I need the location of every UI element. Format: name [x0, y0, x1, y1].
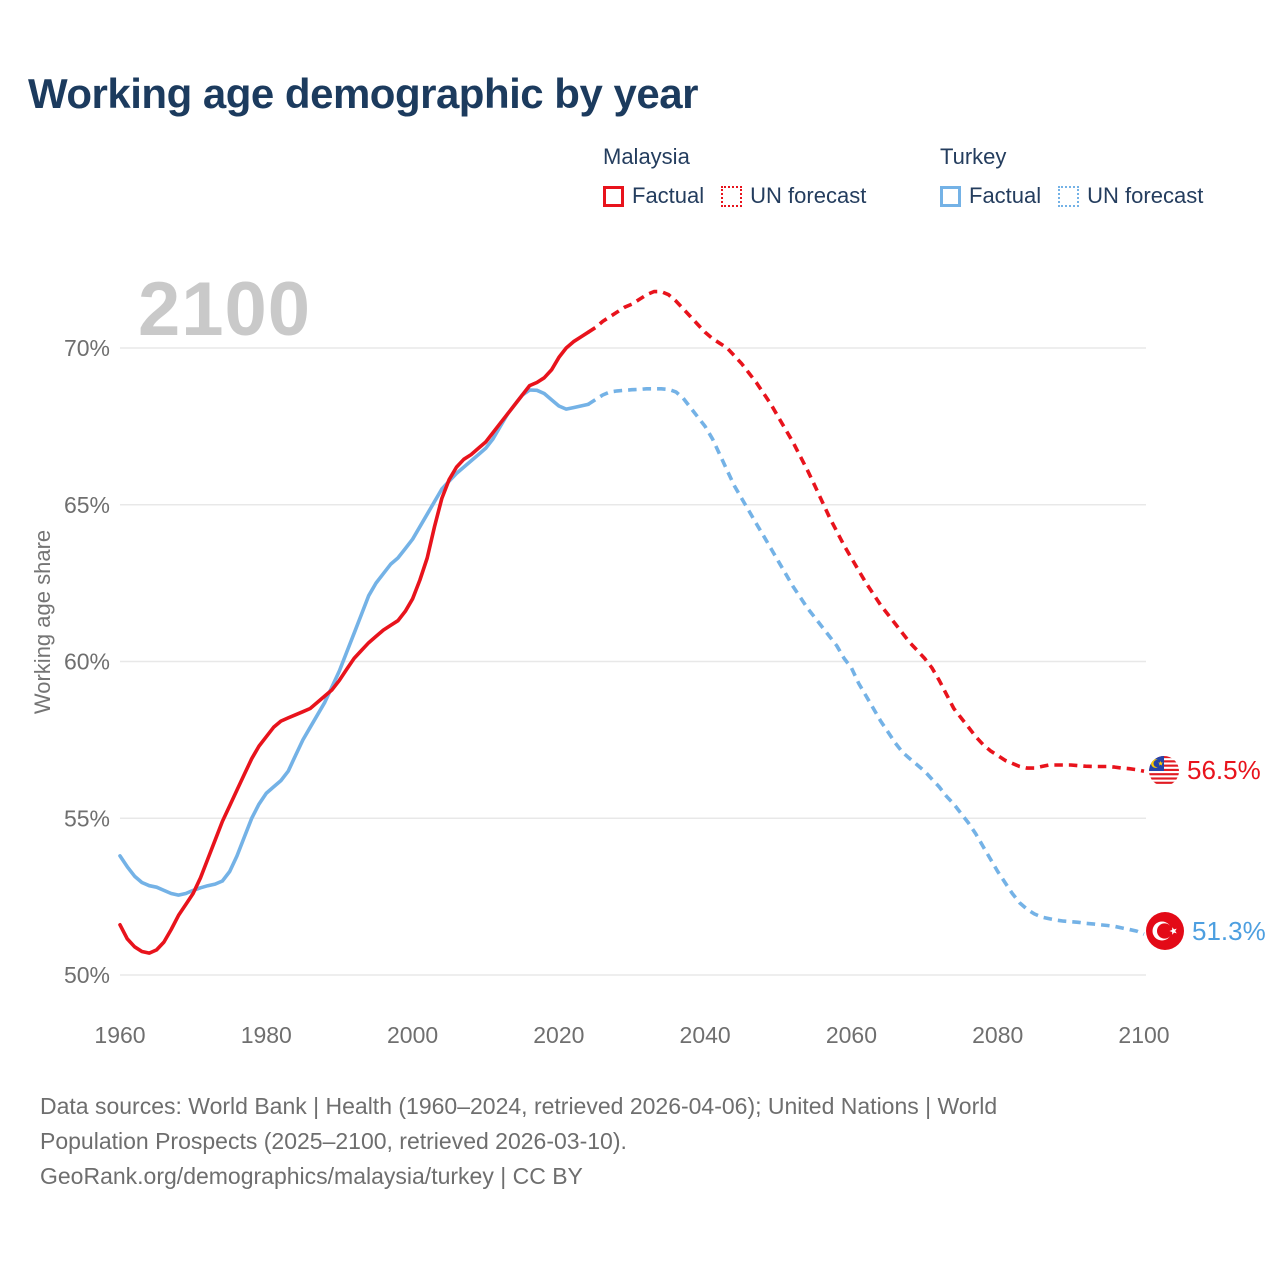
legend-item-label: UN forecast: [1087, 183, 1204, 208]
x-tick-label: 1980: [240, 1022, 292, 1048]
legend-group-title: Malaysia: [603, 144, 690, 169]
footer-line: Population Prospects (2025–2100, retrieved 2026-03-10).: [40, 1128, 627, 1154]
end-label-malaysia: [1149, 755, 1261, 786]
legend-item-label: Factual: [969, 183, 1042, 208]
x-tick-label: 2020: [533, 1022, 585, 1048]
malaysia-flag-icon: [1149, 756, 1179, 786]
y-axis-title: Working age share: [30, 529, 55, 715]
y-tick-label: 65%: [63, 491, 110, 518]
y-tick-label: 55%: [63, 805, 110, 832]
turkey-flag-icon: [1146, 912, 1184, 950]
footer-line: GeoRank.org/demographics/malaysia/turkey | CC BY: [40, 1163, 583, 1189]
end-value-turkey: 51.3%: [1192, 915, 1266, 946]
x-tick-label: 2060: [825, 1022, 878, 1048]
end-label-turkey: [1146, 912, 1266, 950]
x-tick-label: 2040: [679, 1022, 731, 1048]
footer: [40, 1089, 1240, 1194]
y-tick-label: 50%: [63, 962, 110, 988]
legend-item-label: Factual: [632, 183, 705, 208]
x-tick-label: 1960: [94, 1022, 146, 1048]
series-malaysia-factual: [120, 332, 588, 953]
legend-item-label: UN forecast: [750, 183, 867, 208]
page-title: Working age demographic by year: [28, 70, 698, 117]
footer-line: Data sources: World Bank | Health (1960–2024, retrieved 2026-04-06); United Nations | World: [40, 1093, 998, 1119]
x-tick-label: 2100: [1118, 1022, 1170, 1048]
y-tick-label: 60%: [63, 648, 110, 675]
y-tick-label: 70%: [63, 335, 110, 361]
end-value-malaysia: 56.5%: [1187, 755, 1261, 785]
series-turkey-factual: [120, 390, 588, 895]
x-tick-label: 2000: [386, 1022, 439, 1048]
year-watermark: 2100: [138, 267, 312, 352]
legend-group-title: Turkey: [940, 144, 1007, 169]
x-tick-label: 2080: [972, 1022, 1024, 1048]
